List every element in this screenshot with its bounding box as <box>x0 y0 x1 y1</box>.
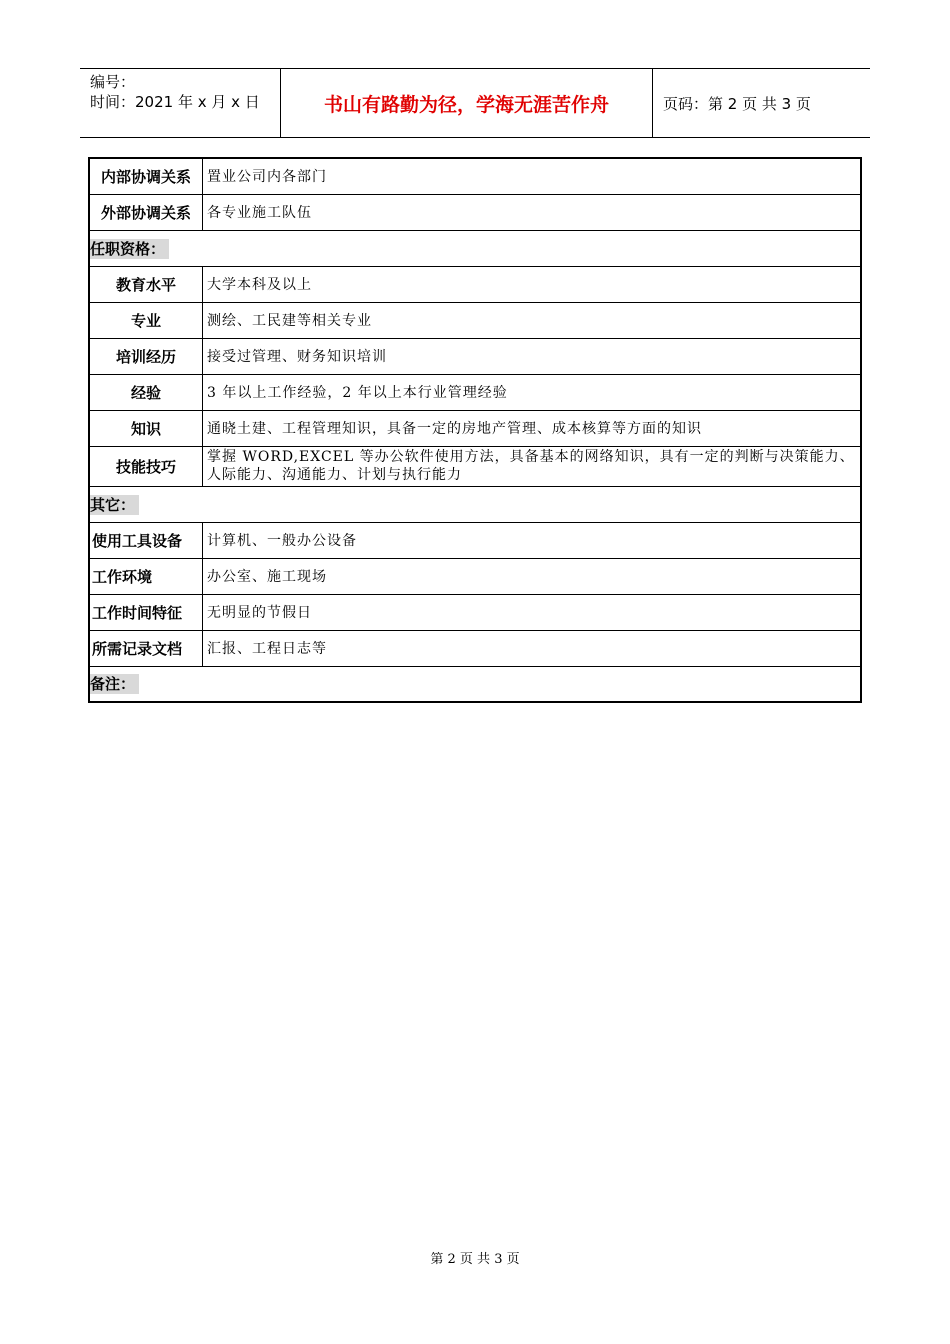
row-value: 掌握 WORD,EXCEL 等办公软件使用方法，具备基本的网络知识，具有一定的判断与决策能力、人际能力、沟通能力、计划与执行能力 <box>203 446 862 486</box>
table-row <box>89 446 861 486</box>
table-row <box>89 158 861 194</box>
table-row <box>89 374 861 410</box>
section-heading <box>89 486 861 522</box>
header-page-info: 页码：第 2 页 共 3 页 <box>663 94 811 113</box>
row-value: 通晓土建、工程管理知识，具备一定的房地产管理、成本核算等方面的知识 <box>203 410 862 446</box>
table-row <box>89 594 861 630</box>
table-row <box>89 338 861 374</box>
row-value: 无明显的节假日 <box>203 594 862 630</box>
row-value: 3 年以上工作经验，2 年以上本行业管理经验 <box>203 374 862 410</box>
row-label: 工作时间特征 <box>89 594 203 630</box>
row-value: 计算机、一般办公设备 <box>203 522 862 558</box>
section-row-notes <box>89 666 861 702</box>
row-value: 各专业施工队伍 <box>203 194 862 230</box>
row-value: 办公室、施工现场 <box>203 558 862 594</box>
page-header <box>80 68 870 138</box>
table-row <box>89 558 861 594</box>
row-label: 专业 <box>89 302 203 338</box>
row-label: 培训经历 <box>89 338 203 374</box>
row-label: 使用工具设备 <box>89 522 203 558</box>
row-value: 测绘、工民建等相关专业 <box>203 302 862 338</box>
header-meta <box>80 69 281 137</box>
row-value: 汇报、工程日志等 <box>203 630 862 666</box>
section-heading <box>89 666 861 702</box>
row-value: 大学本科及以上 <box>203 266 862 302</box>
number-label: 编号： <box>90 73 136 91</box>
section-row-qualification <box>89 230 861 266</box>
section-heading-text: 其它： <box>90 495 139 515</box>
row-label: 知识 <box>89 410 203 446</box>
row-label: 所需记录文档 <box>89 630 203 666</box>
time-label: 时间：2021 年 x 月 x 日 <box>90 93 260 111</box>
row-label: 内部协调关系 <box>89 158 203 194</box>
page-footer: 第 2 页 共 3 页 <box>430 1252 520 1267</box>
row-label: 技能技巧 <box>89 446 203 486</box>
row-label: 外部协调关系 <box>89 194 203 230</box>
table-row <box>89 302 861 338</box>
row-label: 经验 <box>89 374 203 410</box>
table-row <box>89 522 861 558</box>
row-label: 工作环境 <box>89 558 203 594</box>
row-value: 置业公司内各部门 <box>203 158 862 194</box>
section-heading-text: 备注： <box>90 674 139 694</box>
table-row <box>89 266 861 302</box>
job-description-table <box>88 157 862 703</box>
table-row <box>89 410 861 446</box>
section-heading-text: 任职资格： <box>90 239 169 259</box>
section-row-other <box>89 486 861 522</box>
row-label: 教育水平 <box>89 266 203 302</box>
row-value: 接受过管理、财务知识培训 <box>203 338 862 374</box>
table-row <box>89 194 861 230</box>
section-heading <box>89 230 861 266</box>
header-motto: 书山有路勤为径，学海无涯苦作舟 <box>281 69 653 137</box>
table-row <box>89 630 861 666</box>
